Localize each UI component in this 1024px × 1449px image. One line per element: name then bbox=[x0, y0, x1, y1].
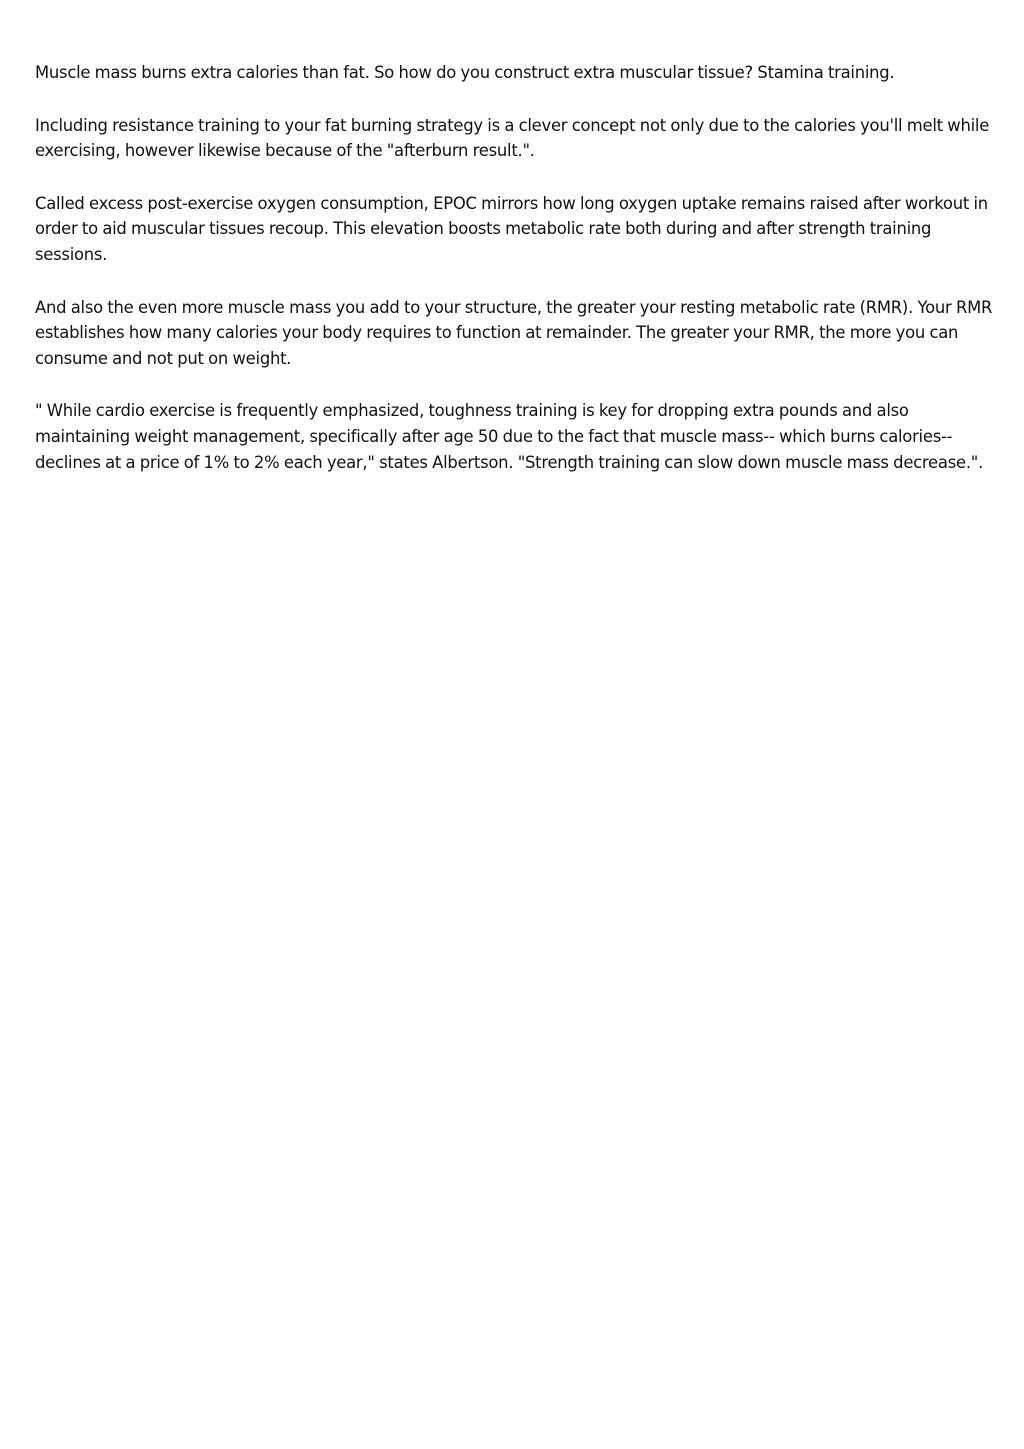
paragraph-5: " While cardio exercise is frequently emphasized, toughness training is key for dropping extra pounds and also maintaining weight management, specifically after age 50 due to the fact that muscle mass-- which burns calories-- declines at a price of 1% to 2% each year," states Albertson. "Strength training can slow down muscle mass decrease.". bbox=[35, 401, 984, 472]
paragraph-1: Muscle mass burns extra calories than fat. So how do you construct extra muscular tissue? Stamina training. bbox=[35, 63, 895, 82]
paragraph-4: And also the even more muscle mass you add to your structure, the greater your resting metabolic rate (RMR). Your RMR establishes how many calories your body requires to function at remainder. The greater your RMR, the more you can consume and not put on weight. bbox=[35, 297, 993, 368]
paragraph-2: Including resistance training to your fat burning strategy is a clever concept not only due to the calories you'll melt while exercising, however likewise because of the "afterburn result.". bbox=[35, 115, 990, 161]
paragraph-3: Called excess post-exercise oxygen consumption, EPOC mirrors how long oxygen uptake remains raised after workout in order to aid muscular tissues recoup. This elevation boosts metabolic rate both during and after strength training sessions. bbox=[35, 193, 988, 264]
